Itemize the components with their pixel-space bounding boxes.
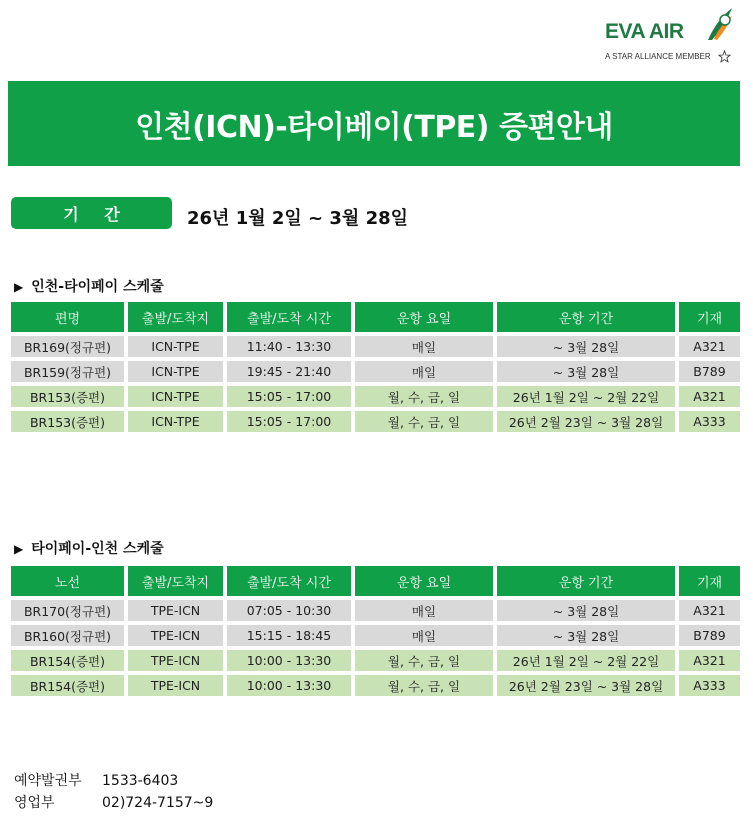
time-cell: 19:45 - 21:40 (225, 359, 353, 384)
period-cell: 26년 2월 23일 ~ 3월 28일 (495, 673, 677, 698)
table-row (9, 359, 742, 384)
contact-phone: 02)724-7157~9 (102, 795, 214, 811)
page-title-banner: 인천(ICN)-타이베이(TPE) 증편안내 (8, 81, 740, 166)
time-cell: 10:00 - 13:30 (225, 673, 353, 698)
route-cell: ICN-TPE (126, 384, 225, 409)
route-cell: TPE-ICN (126, 648, 225, 673)
route-cell: TPE-ICN (126, 598, 225, 623)
header-cell: 편명 (9, 300, 126, 334)
triangle-right-icon: ▶ (14, 542, 24, 556)
period-cell: 26년 1월 2일 ~ 2월 22일 (495, 648, 677, 673)
days-cell: 월, 수, 금, 일 (353, 648, 495, 673)
route-cell: ICN-TPE (126, 334, 225, 359)
days-cell: 월, 수, 금, 일 (353, 673, 495, 698)
header-cell: 기재 (677, 300, 742, 334)
days-cell: 매일 (353, 623, 495, 648)
header-cell: 기재 (677, 564, 742, 598)
route-cell: TPE-ICN (126, 623, 225, 648)
contact-reservation (14, 770, 178, 790)
header-cell: 운항 요일 (353, 564, 495, 598)
table-row (9, 409, 742, 434)
logo-tagline: A STAR ALLIANCE MEMBER (605, 52, 711, 61)
table-row (9, 648, 742, 673)
header-cell: 출발/도착 시간 (225, 300, 353, 334)
flight-cell: BR170(정규편) (9, 598, 126, 623)
eva-air-logo (600, 6, 745, 66)
period-label-badge: 기 간 (11, 197, 172, 229)
period-cell: ~ 3월 28일 (495, 623, 677, 648)
flight-cell: BR153(증편) (9, 409, 126, 434)
aircraft-cell: A321 (677, 648, 742, 673)
contact-label: 영업부 (14, 795, 55, 811)
header-cell: 노선 (9, 564, 126, 598)
aircraft-cell: B789 (677, 359, 742, 384)
table-row (9, 384, 742, 409)
star-alliance-icon (718, 50, 731, 63)
period-cell: ~ 3월 28일 (495, 359, 677, 384)
flight-cell: BR169(정규편) (9, 334, 126, 359)
period-cell: ~ 3월 28일 (495, 598, 677, 623)
flight-cell: BR160(정규편) (9, 623, 126, 648)
schedule-table-icn-tpe (9, 300, 742, 434)
time-cell: 15:05 - 17:00 (225, 384, 353, 409)
aircraft-cell: A321 (677, 334, 742, 359)
header-cell: 운항 기간 (495, 564, 677, 598)
route-cell: ICN-TPE (126, 359, 225, 384)
time-cell: 10:00 - 13:30 (225, 648, 353, 673)
period-range: 26년 1월 2일 ~ 3월 28일 (187, 208, 409, 229)
table-row (9, 598, 742, 623)
aircraft-cell: B789 (677, 623, 742, 648)
header-cell: 운항 기간 (495, 300, 677, 334)
table-header-row (9, 564, 742, 598)
contact-label: 예약발권부 (14, 773, 82, 789)
logo-wordmark: EVA AIR (605, 20, 684, 43)
header-cell: 출발/도착지 (126, 564, 225, 598)
route-cell: TPE-ICN (126, 673, 225, 698)
aircraft-cell: A321 (677, 384, 742, 409)
flight-cell: BR154(증편) (9, 648, 126, 673)
time-cell: 07:05 - 10:30 (225, 598, 353, 623)
table-header-row (9, 300, 742, 334)
header-cell: 출발/도착 시간 (225, 564, 353, 598)
header-cell: 운항 요일 (353, 300, 495, 334)
aircraft-cell: A333 (677, 673, 742, 698)
aircraft-cell: A333 (677, 409, 742, 434)
days-cell: 월, 수, 금, 일 (353, 409, 495, 434)
table-row (9, 673, 742, 698)
flight-cell: BR153(증편) (9, 384, 126, 409)
period-cell: 26년 2월 23일 ~ 3월 28일 (495, 409, 677, 434)
section-title-icn-tpe: ▶ 인천-타이페이 스케줄 (14, 279, 164, 295)
contact-phone: 1533-6403 (102, 773, 179, 789)
table-row (9, 334, 742, 359)
time-cell: 11:40 - 13:30 (225, 334, 353, 359)
route-cell: ICN-TPE (126, 409, 225, 434)
flight-cell: BR159(정규편) (9, 359, 126, 384)
header-cell: 출발/도착지 (126, 300, 225, 334)
schedule-table-tpe-icn (9, 564, 742, 698)
time-cell: 15:15 - 18:45 (225, 623, 353, 648)
days-cell: 매일 (353, 598, 495, 623)
aircraft-cell: A321 (677, 598, 742, 623)
triangle-right-icon: ▶ (14, 280, 24, 294)
period-cell: 26년 1월 2일 ~ 2월 22일 (495, 384, 677, 409)
table-row (9, 623, 742, 648)
contact-sales (14, 792, 213, 812)
logo-emblem-icon (704, 6, 734, 42)
period-cell: ~ 3월 28일 (495, 334, 677, 359)
days-cell: 매일 (353, 359, 495, 384)
flight-cell: BR154(증편) (9, 673, 126, 698)
days-cell: 월, 수, 금, 일 (353, 384, 495, 409)
days-cell: 매일 (353, 334, 495, 359)
section-title-tpe-icn: ▶ 타이페이-인천 스케줄 (14, 541, 164, 557)
time-cell: 15:05 - 17:00 (225, 409, 353, 434)
